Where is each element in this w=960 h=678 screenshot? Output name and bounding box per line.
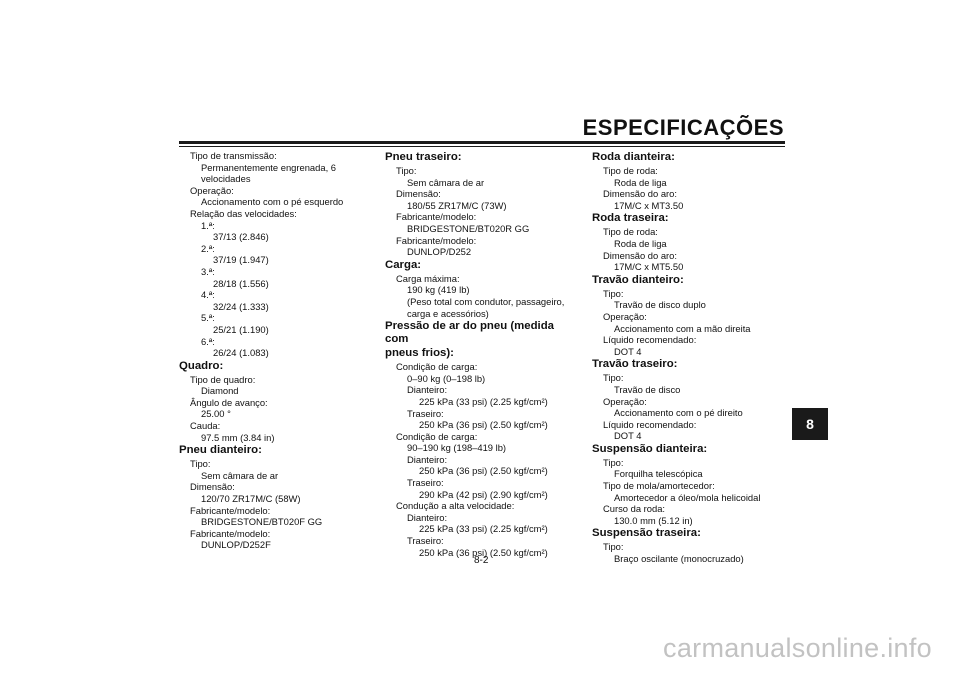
- spec-value: 37/13 (2.846): [213, 231, 269, 243]
- spec-value: 250 kPa (36 psi) (2.50 kgf/cm²): [419, 419, 548, 431]
- spec-label: Tipo:: [603, 372, 624, 384]
- spec-value: Roda de liga: [614, 176, 667, 188]
- spec-value: 290 kPa (42 psi) (2.90 kgf/cm²): [419, 488, 548, 500]
- spec-label: Dimensão:: [396, 188, 441, 200]
- spec-column-1: [179, 150, 374, 551]
- spec-label: Dimensão do aro:: [603, 188, 677, 200]
- spec-label: Dimensão do aro:: [603, 249, 677, 261]
- spec-value: Accionamento com o pé esquerdo: [201, 196, 344, 208]
- spec-value: Sem câmara de ar: [201, 469, 279, 481]
- section-heading: Carga:: [385, 258, 422, 271]
- spec-column-2: [385, 150, 580, 558]
- spec-value: 97.5 mm (3.84 in): [201, 431, 275, 443]
- spec-label: Tipo de roda:: [603, 226, 658, 238]
- spec-value: Accionamento com a mão direita: [614, 322, 751, 334]
- spec-value: 0–90 kg (0–198 lb): [407, 372, 486, 384]
- spec-value: 90–190 kg (198–419 lb): [407, 442, 507, 454]
- chapter-tab[interactable]: 8: [792, 408, 828, 440]
- section-heading: Roda traseira:: [592, 212, 669, 225]
- spec-value: 25/21 (1.190): [213, 323, 269, 335]
- spec-value: 17M/C x MT3.50: [614, 199, 684, 211]
- spec-value: 130.0 mm (5.12 in): [614, 514, 693, 526]
- spec-label: Tipo:: [190, 458, 211, 470]
- spec-value: 5.ª:: [201, 312, 215, 324]
- title-rule-thin: [179, 146, 785, 147]
- spec-value: Diamond: [201, 385, 239, 397]
- section-heading: Suspensão dianteira:: [592, 442, 708, 455]
- spec-value: Braço oscilante (monocruzado): [614, 553, 744, 565]
- spec-label: Tipo:: [603, 456, 624, 468]
- spec-value: Sem câmara de ar: [407, 176, 485, 188]
- spec-value: DOT 4: [614, 430, 642, 442]
- section-heading: Travão traseiro:: [592, 358, 678, 371]
- spec-value: 225 kPa (33 psi) (2.25 kgf/cm²): [419, 523, 548, 535]
- spec-label: Ângulo de avanço:: [190, 396, 268, 408]
- spec-value: (Peso total com condutor, passageiro,: [407, 295, 565, 307]
- spec-value: Traseiro:: [407, 535, 444, 547]
- spec-value: 6.ª:: [201, 335, 215, 347]
- spec-value: 2.ª:: [201, 242, 215, 254]
- spec-value: 26/24 (1.083): [213, 347, 269, 359]
- spec-value: 17M/C x MT5.50: [614, 261, 684, 273]
- section-heading: Pneu dianteiro:: [179, 444, 262, 457]
- spec-label: Tipo:: [603, 541, 624, 553]
- spec-label: Fabricante/modelo:: [190, 527, 271, 539]
- spec-value: Traseiro:: [407, 407, 444, 419]
- spec-label: Dimensão:: [190, 481, 235, 493]
- spec-value: Amortecedor a óleo/mola helicoidal: [614, 491, 761, 503]
- spec-value: Permanentemente engrenada, 6: [201, 161, 336, 173]
- section-heading: Quadro:: [179, 359, 224, 372]
- spec-value: BRIDGESTONE/BT020F GG: [201, 516, 323, 528]
- page-number: 8-2: [474, 555, 489, 566]
- spec-value: 120/70 ZR17M/C (58W): [201, 493, 301, 505]
- spec-label: Condição de carga:: [396, 361, 478, 373]
- spec-label: Operação:: [603, 310, 647, 322]
- spec-value: Dianteiro:: [407, 511, 448, 523]
- spec-label: Tipo de roda:: [603, 165, 658, 176]
- spec-label: Líquido recomendado:: [603, 334, 697, 346]
- section-heading: pneus frios):: [385, 347, 454, 360]
- spec-value: Dianteiro:: [407, 453, 448, 465]
- section-heading: Suspensão traseira:: [592, 527, 701, 540]
- spec-label: Condução a alta velocidade:: [396, 500, 515, 512]
- spec-value: DUNLOP/D252F: [201, 539, 271, 551]
- spec-label: Operação:: [190, 184, 234, 196]
- spec-label: Condição de carga:: [396, 430, 478, 442]
- spec-label: Fabricante/modelo:: [396, 234, 477, 246]
- spec-label: Carga máxima:: [396, 272, 460, 284]
- spec-label: Tipo de transmissão:: [190, 150, 277, 161]
- spec-label: Relação das velocidades:: [190, 207, 297, 219]
- spec-value: carga e acessórios): [407, 307, 489, 319]
- section-heading: Travão dianteiro:: [592, 273, 684, 286]
- spec-value: DUNLOP/D252: [407, 246, 472, 258]
- spec-value: 28/18 (1.556): [213, 277, 269, 289]
- spec-label: Fabricante/modelo:: [190, 504, 271, 516]
- spec-value: 25.00 °: [201, 408, 231, 420]
- spec-value: 190 kg (419 lb): [407, 284, 470, 296]
- title-rule-thick: [179, 141, 785, 144]
- spec-value: 3.ª:: [201, 265, 215, 277]
- section-heading: Pneu traseiro:: [385, 151, 462, 163]
- spec-label: Tipo:: [396, 165, 417, 176]
- spec-value: 225 kPa (33 psi) (2.25 kgf/cm²): [419, 395, 548, 407]
- spec-value: 37/19 (1.947): [213, 254, 269, 266]
- spec-value: 32/24 (1.333): [213, 300, 269, 312]
- spec-value: 180/55 ZR17M/C (73W): [407, 199, 507, 211]
- spec-value: 1.ª:: [201, 219, 215, 231]
- spec-label: Tipo:: [603, 287, 624, 299]
- spec-value: Traseiro:: [407, 477, 444, 489]
- spec-label: Tipo de mola/amortecedor:: [603, 480, 715, 492]
- spec-value: velocidades: [201, 173, 251, 185]
- spec-label: Tipo de quadro:: [190, 373, 256, 385]
- spec-value: Forquilha telescópica: [614, 468, 703, 480]
- spec-value: DOT 4: [614, 345, 642, 357]
- spec-label: Curso da roda:: [603, 503, 666, 515]
- spec-value: Travão de disco duplo: [614, 299, 706, 311]
- spec-label: Cauda:: [190, 420, 221, 432]
- watermark: carmanualsonline.info: [663, 633, 932, 663]
- spec-label: Fabricante/modelo:: [396, 211, 477, 223]
- spec-label: Líquido recomendado:: [603, 418, 697, 430]
- section-heading: Pressão de ar do pneu (medida com: [385, 320, 555, 346]
- section-heading: Roda dianteira:: [592, 151, 675, 163]
- spec-value: Roda de liga: [614, 237, 667, 249]
- spec-value: Travão de disco: [614, 383, 681, 395]
- spec-value: 250 kPa (36 psi) (2.50 kgf/cm²): [419, 465, 548, 477]
- spec-column-3: [592, 150, 787, 565]
- spec-value: BRIDGESTONE/BT020R GG: [407, 222, 530, 234]
- page-title: ESPECIFICAÇÕES: [582, 115, 784, 140]
- spec-label: Operação:: [603, 395, 647, 407]
- spec-value: Accionamento com o pé direito: [614, 407, 743, 419]
- spec-value: 4.ª:: [201, 289, 215, 301]
- spec-value: Dianteiro:: [407, 384, 448, 396]
- spec-value: 250 kPa (36 psi) (2.50 kgf/cm²): [419, 546, 548, 558]
